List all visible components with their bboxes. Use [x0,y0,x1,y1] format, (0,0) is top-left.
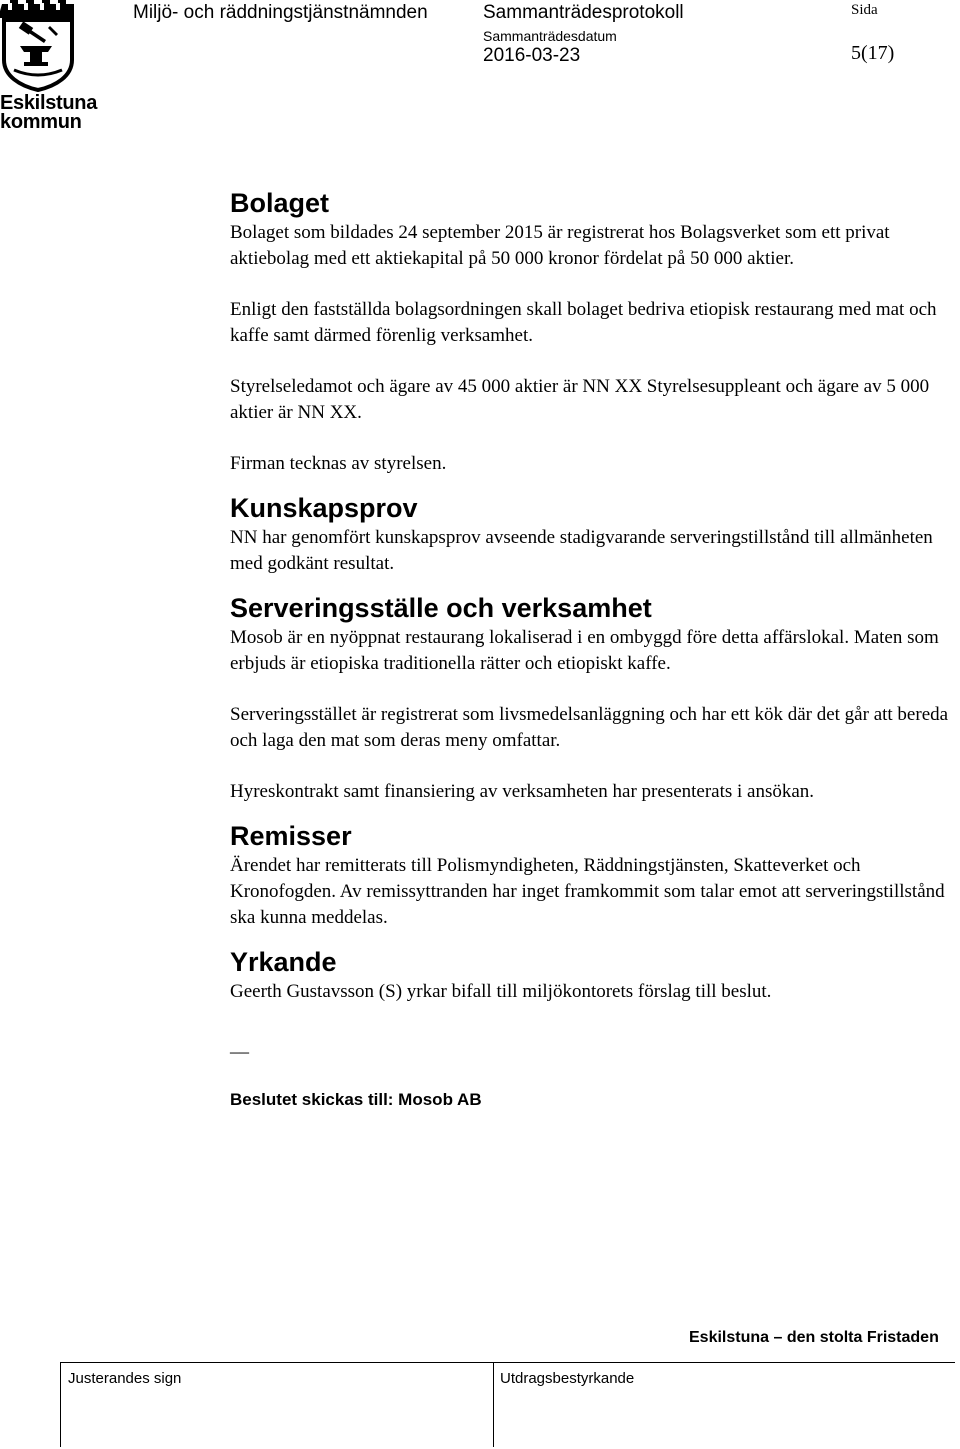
municipality-logo [0,0,98,133]
logo-text-line1: Eskilstuna [0,92,98,114]
signature-box-left-border [60,1363,61,1447]
serveringsstalle-paragraph-3: Hyreskontrakt samt finansiering av verksamheten har presenterats i ansökan. [230,781,815,802]
remisser-paragraph-1: Ärendet har remitterats till Polismyndigheten, Räddningstjänsten, Skatteverket och Kronofogden. Av remissyttranden har inget framkommit som talar emot att serveringstillstånd ska kunna meddelas. [230,855,945,928]
heading-bolaget: Bolaget [230,188,330,218]
heading-kunskapsprov: Kunskapsprov [230,493,418,523]
page-label: Sida [851,2,878,18]
bolaget-paragraph-2: Enligt den fastställda bolagsordningen skall bolaget bedriva etiopisk restaurang med mat och kaffe samt därmed förenlig verksamhet. [230,299,937,346]
bolaget-paragraph-3: Styrelseledamot och ägare av 45 000 aktier är NN XX Styrelsesuppleant och ägare av 5 000 aktier är NN XX. [230,376,930,423]
meeting-date: 2016-03-23 [483,45,581,66]
logo-text-line2: kommun [0,111,82,133]
committee-name: Miljö- och räddningstjänstnämnden [133,2,428,23]
municipality-name [0,94,97,132]
document-body [230,186,960,1111]
heading-yrkande: Yrkande [230,947,337,977]
signature-box [60,1362,955,1447]
municipality-slogan: Eskilstuna – den stolta Fristaden [689,1329,939,1346]
heading-serveringsstalle: Serveringsställe och verksamhet [230,593,652,623]
extract-certification-label: Utdragsbestyrkande [500,1370,635,1387]
meeting-date-label: Sammanträdesdatum [483,28,617,44]
coat-of-arms-icon [0,0,80,92]
serveringsstalle-paragraph-2: Serveringsstället är registrerat som livsmedelsanläggning och har ett kök där det går att bereda och laga den mat som deras meny omfattar. [230,704,949,751]
signature-box-divider [493,1363,494,1447]
serveringsstalle-paragraph-1: Mosob är en nyöppnat restaurang lokaliserad i en ombyggd före detta affärslokal. Maten som erbjuds är etiopiska traditionella rätter och etiopiskt kaffe. [230,627,939,674]
bolaget-paragraph-1: Bolaget som bildades 24 september 2015 är registrerat hos Bolagsverket som ett privat aktiebolag med ett aktiekapital på 50 000 kronor fördelat på 50 000 aktier. [230,222,890,269]
heading-remisser: Remisser [230,821,352,851]
document-type: Sammanträdesprotokoll [483,2,684,23]
bolaget-paragraph-4: Firman tecknas av styrelsen. [230,453,447,474]
adjuster-signature-label: Justerandes sign [68,1370,182,1387]
kunskapsprov-paragraph-1: NN har genomfört kunskapsprov avseende stadigvarande serveringstillstånd till allmänheten med godkänt resultat. [230,527,933,574]
decision-recipients: Beslutet skickas till: Mosob AB [230,1090,482,1109]
page-number: 5(17) [851,42,895,64]
separator: __ [230,1035,249,1056]
yrkande-paragraph-1: Geerth Gustavsson (S) yrkar bifall till miljökontorets förslag till beslut. [230,981,772,1002]
